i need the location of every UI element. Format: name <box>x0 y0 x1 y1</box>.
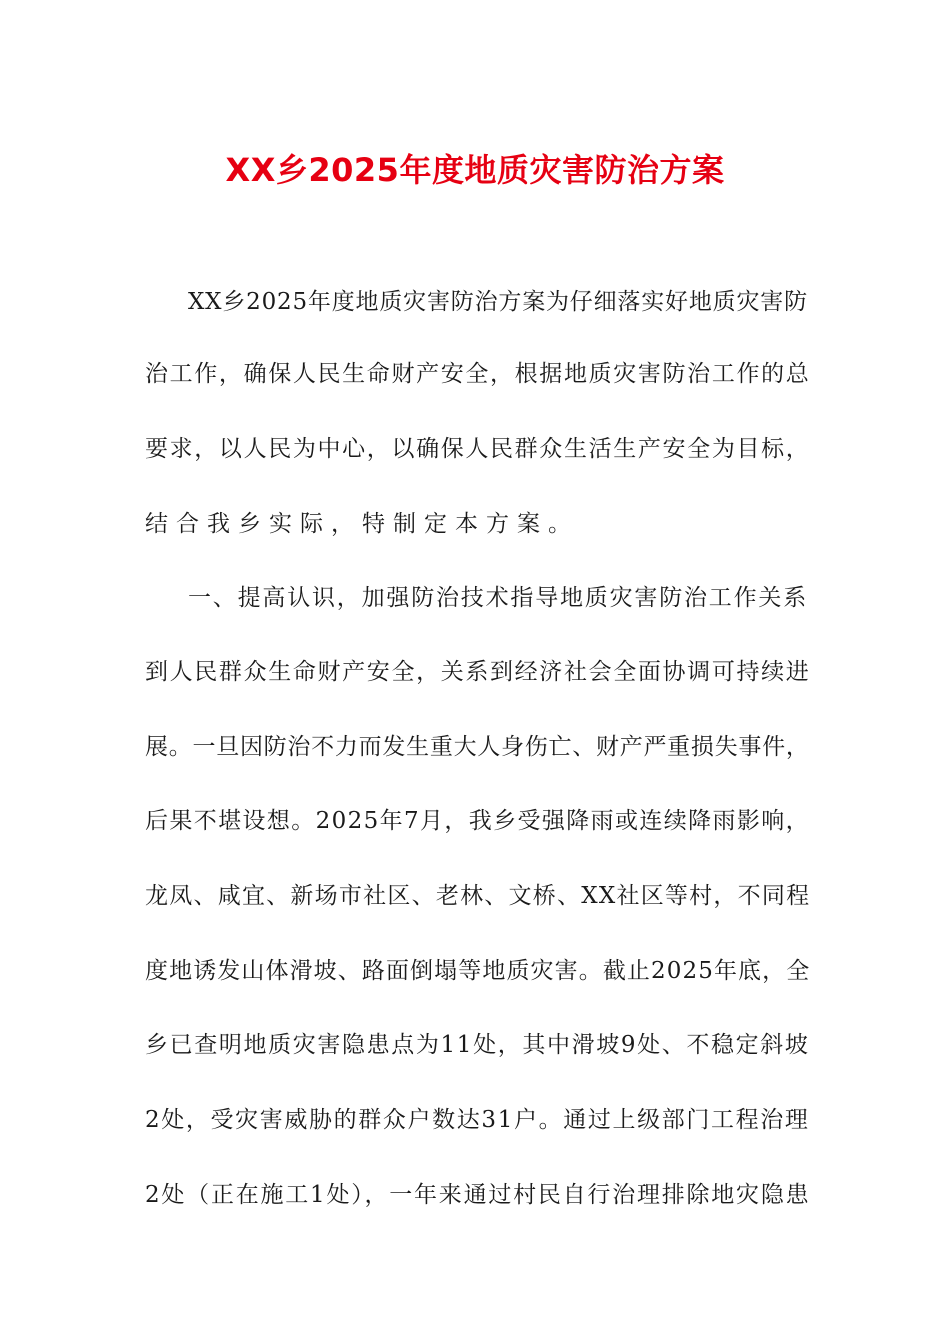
paragraph-line-1: XX乡2025年度地质灾害防治方案为仔细落实好地质灾害防 <box>188 289 808 315</box>
paragraph-line-9: 龙凤、咸宜、新场市社区、老林、文桥、XX社区等村，不同程 <box>145 883 811 909</box>
paragraph-line-13: 2处（正在施工1处），一年来通过村民自行治理排除地灾隐患 <box>145 1182 811 1208</box>
document-title: XX乡2025年度地质灾害防治方案 <box>225 151 725 189</box>
paragraph-line-8: 后果不堪设想。2025年7月，我乡受强降雨或连续降雨影响， <box>145 808 810 834</box>
paragraph-line-11: 乡已查明地质灾害隐患点为11处，其中滑坡9处、不稳定斜坡 <box>145 1032 810 1058</box>
paragraph-line-12: 2处，受灾害威胁的群众户数达31户。通过上级部门工程治理 <box>145 1107 810 1133</box>
paragraph-line-4: 结合我乡实际，特制定本方案。 <box>145 511 579 537</box>
paragraph-line-5: 一、提高认识，加强防治技术指导地质灾害防治工作关系 <box>188 585 808 611</box>
paragraph-line-7: 展。一旦因防治不力而发生重大人身伤亡、财产严重损失事件， <box>145 734 810 760</box>
paragraph-line-2: 治工作，确保人民生命财产安全，根据地质灾害防治工作的总 <box>145 361 811 387</box>
paragraph-line-3: 要求，以人民为中心，以确保人民群众生活生产安全为目标， <box>145 436 811 462</box>
paragraph-line-6: 到人民群众生命财产安全，关系到经济社会全面协调可持续进 <box>145 659 811 685</box>
paragraph-line-10: 度地诱发山体滑坡、路面倒塌等地质灾害。截止2025年底，全 <box>145 958 811 984</box>
